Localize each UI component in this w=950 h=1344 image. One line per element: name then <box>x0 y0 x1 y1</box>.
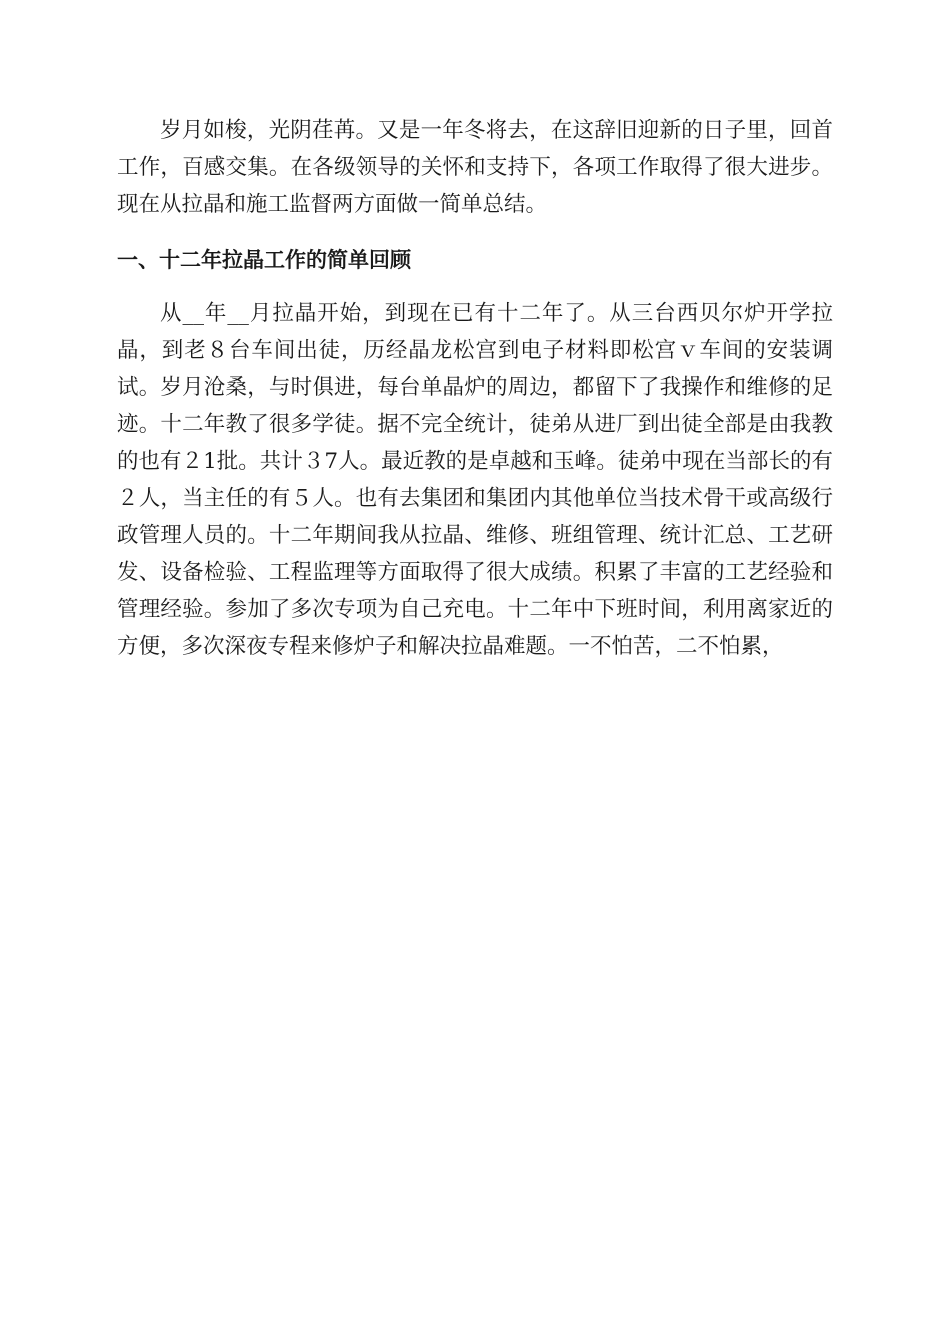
section-heading: 一、十二年拉晶工作的简单回顾 <box>117 248 411 272</box>
document-content <box>117 112 833 665</box>
section-body-paragraph: 从__年__月拉晶开始，到现在已有十二年了。从三台西贝尔炉开学拉晶，到老８台车间出徒，历经晶龙松宫到电子材料即松宫ｖ车间的安装调试。岁月沧桑，与时俱进，每台单晶炉的周边，都留下了我操作和维修的足迹。十二年教了很多学徒。据不完全统计，徒弟从进厂到出徒全部是由我教的也有２1批。共计３7人。最近教的是卓越和玉峰。徒弟中现在当部长的有２人，当主任的有５人。也有去集团和集团内其他单位当技术骨干或高级行政管理人员的。十二年期间我从拉晶、维修、班组管理、统计汇总、工艺研发、设备检验、工程监理等方面取得了很大成绩。积累了丰富的工艺经验和管理经验。参加了多次专项为自己充电。十二年中下班时间，利用离家近的方便，多次深夜专程来修炉子和解决拉晶难题。一不怕苦，二不怕累， <box>117 301 833 659</box>
intro-paragraph: 岁月如梭，光阴荏苒。又是一年冬将去，在这辞旧迎新的日子里，回首工作，百感交集。在各级领导的关怀和支持下，各项工作取得了很大进步。现在从拉晶和施工监督两方面做一简单总结。 <box>117 118 833 217</box>
